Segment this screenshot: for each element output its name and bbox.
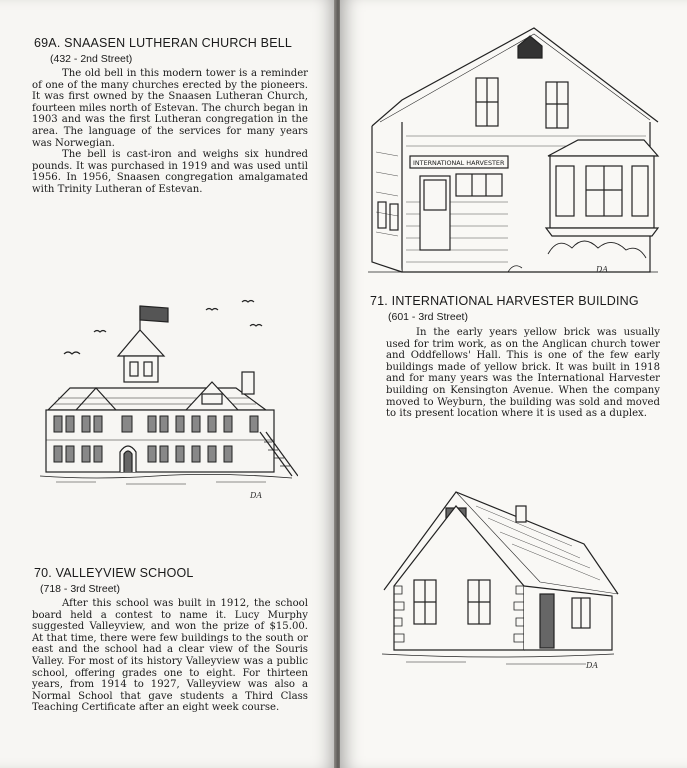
bell-paragraph-2: The bell is cast-iron and weighs six hundred pounds. It was purchased in 1919 and was used until 1956. In 1956, Snaasen congregation amalgamated with Trinity Lutheran of Estevan. [32, 149, 308, 195]
harvester-artist-signature: DA [596, 265, 609, 274]
bell-paragraph-1: The old bell in this modern tower is a reminder of one of the many churches erected by the pioneers. It was first owned by the Snaasen Lutheran Church, fourteen miles north of Estevan. The church began in 1903 and was the first Lutheran congregation in the area. The language of the services for many years was Norwegian. [32, 68, 308, 149]
right-page [340, 0, 687, 768]
left-page [0, 0, 336, 768]
bell-entry-address: (432 - 2nd Street) [50, 53, 133, 65]
stone-house-illustration [376, 486, 620, 672]
house-artist-signature: DA [586, 661, 599, 670]
valleyview-entry-address: (718 - 3rd Street) [40, 583, 120, 595]
harvester-entry-text [386, 327, 660, 420]
harvester-sign-text: INTERNATIONAL HARVESTER [413, 159, 505, 167]
bell-entry-title: 69A. SNAASEN LUTHERAN CHURCH BELL [34, 36, 293, 50]
valleyview-artist-signature: DA [250, 491, 263, 500]
harvester-entry-title: 71. INTERNATIONAL HARVESTER BUILDING [370, 294, 639, 308]
valleyview-paragraph-1: After this school was built in 1912, the school board held a contest to name it. Lucy Murphy suggested Valleyview, and won the prize of $15.00. At that time, there were few buildings to the south or east and the school had a clear view of the Souris Valley. For most of its history Valleyview was a public school, offering grades one to eight. For thirteen years, from 1914 to 1927, Valleyview was also a Normal School that gave students a Third Class Teaching Certificate after an eight week course. [32, 598, 308, 714]
valleyview-entry-title: 70. VALLEYVIEW SCHOOL [34, 566, 194, 580]
harvester-entry-address: (601 - 3rd Street) [388, 311, 468, 323]
valleyview-school-illustration [36, 292, 298, 502]
harvester-building-illustration [358, 22, 670, 284]
valleyview-entry-text [32, 598, 308, 714]
harvester-paragraph-1: In the early years yellow brick was usually used for trim work, as on the Anglican church tower and Oddfellows' Hall. This is one of the few early buildings made of yellow brick. It was built in 1918 and for many years was the International Harvester building on Kensington Avenue. When the company moved to Weyburn, the building was sold and moved to its present location where it is used as a duplex. [386, 327, 660, 420]
bell-entry-text [32, 68, 308, 196]
